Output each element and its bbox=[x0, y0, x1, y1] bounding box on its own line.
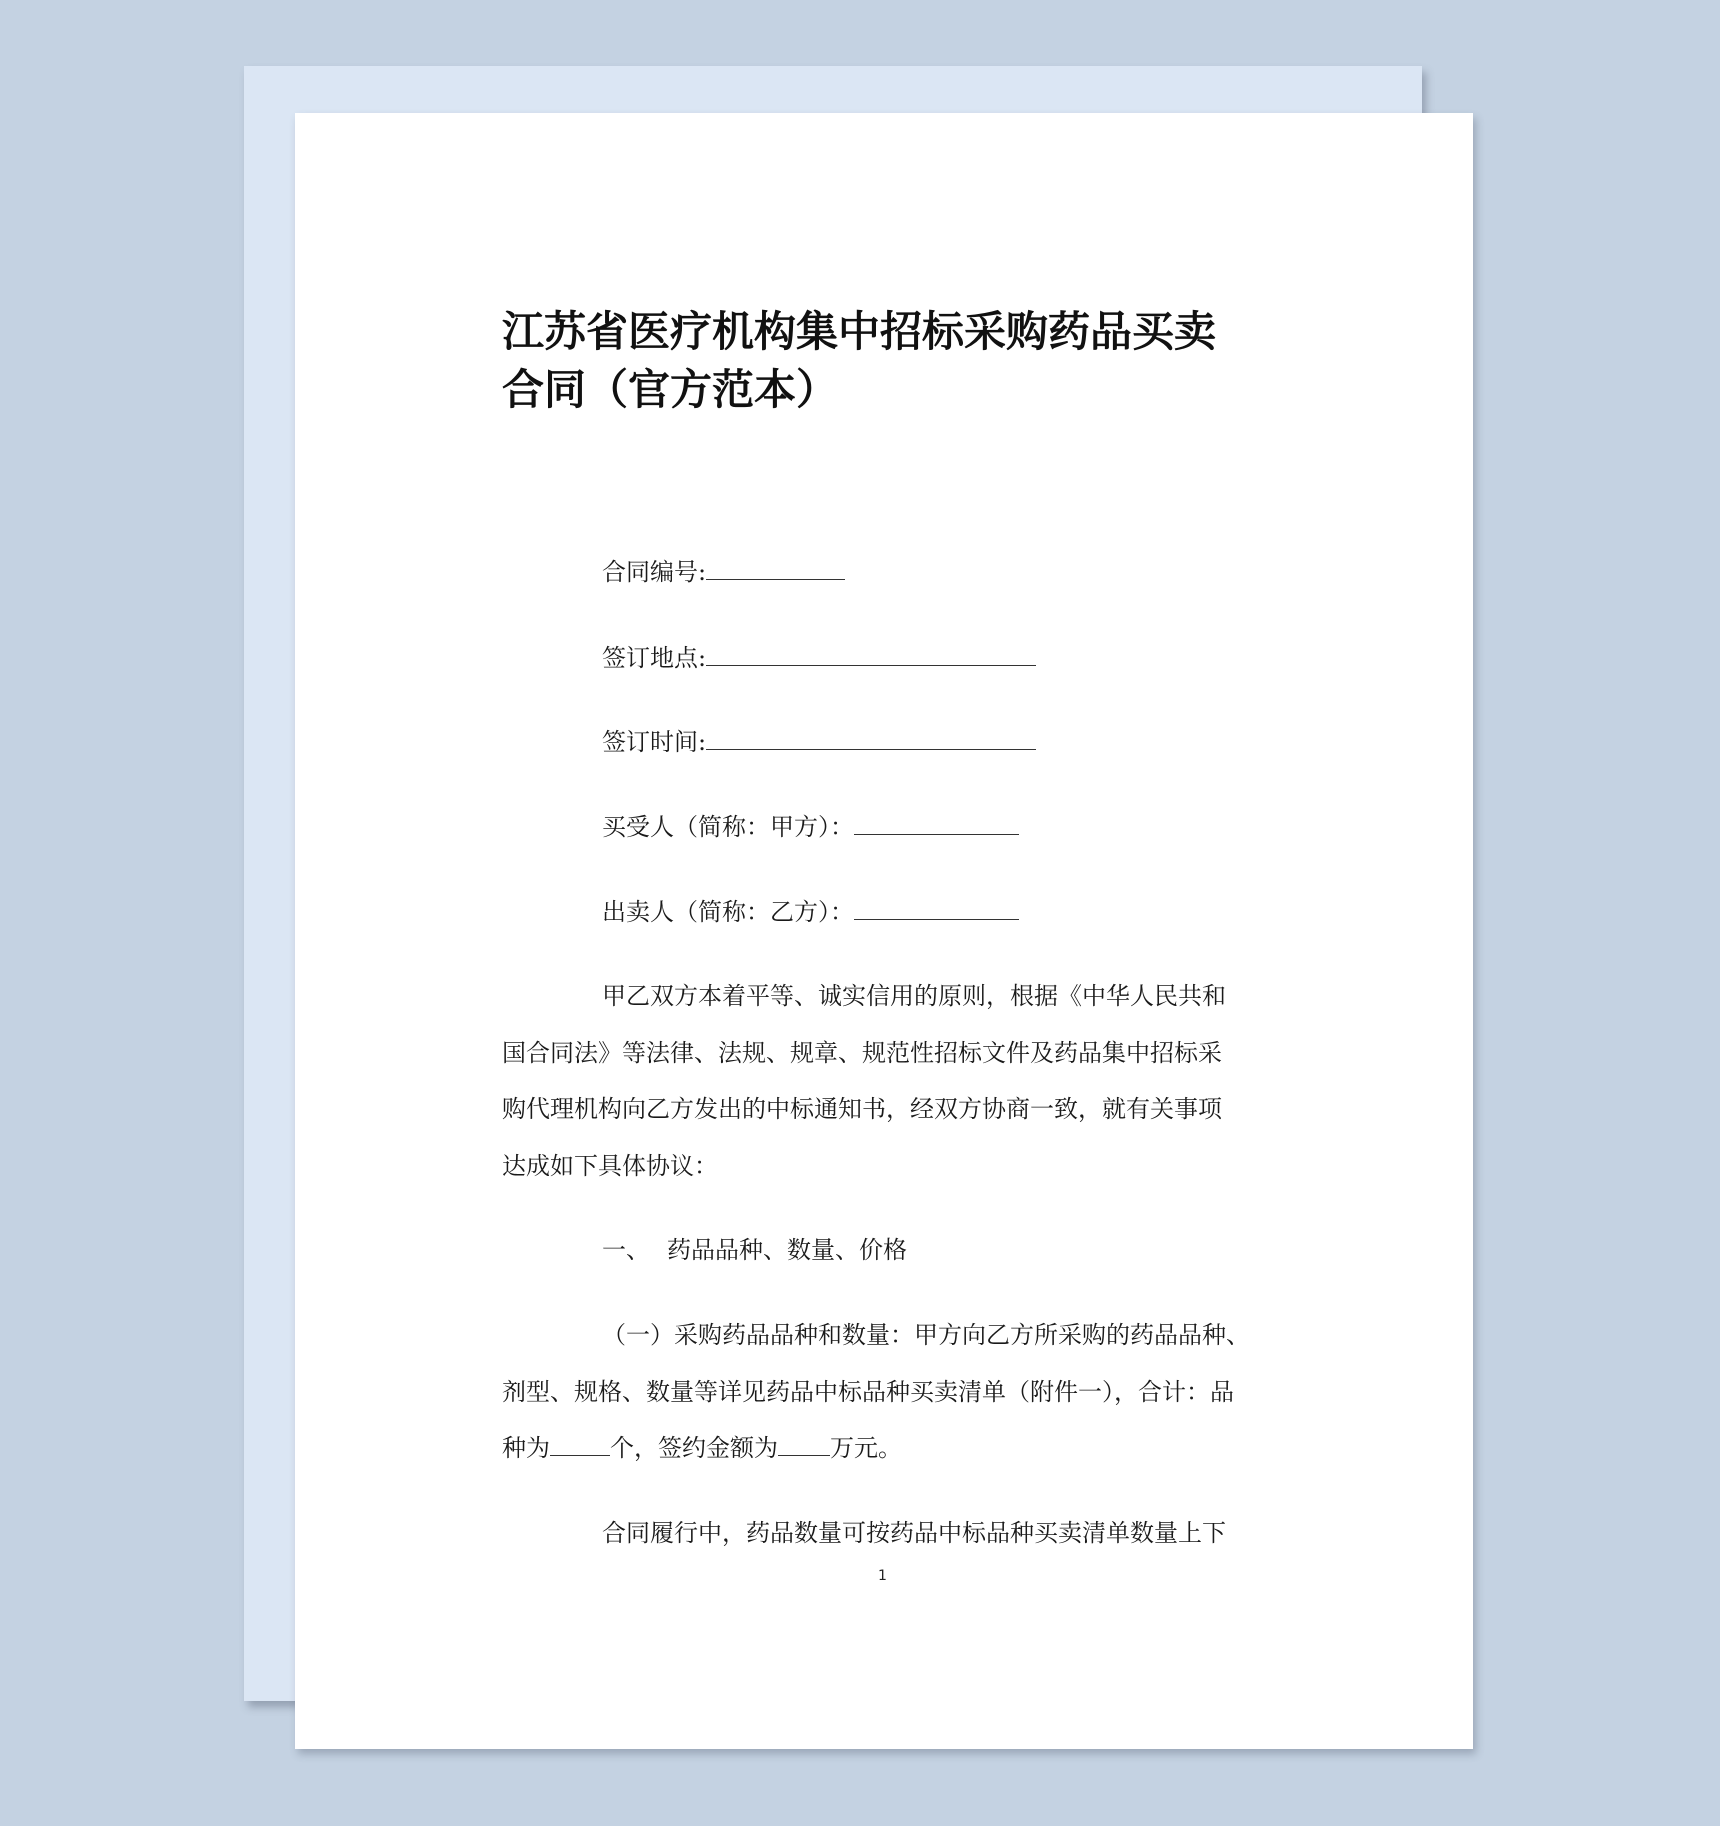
amount-unit: 万元。 bbox=[830, 1434, 902, 1462]
intro-line-2: 国合同法》等法律、法规、规章、规范性招标文件及药品集中招标采 bbox=[502, 1039, 1222, 1067]
seller-label: 出卖人（简称：乙方）： bbox=[602, 898, 854, 926]
section-1-heading bbox=[602, 1235, 907, 1265]
intro-line-4: 达成如下具体协议： bbox=[502, 1152, 718, 1180]
contract-amount-blank bbox=[778, 1433, 830, 1456]
variety-count-blank bbox=[550, 1433, 610, 1456]
variety-count-label: 种为 bbox=[502, 1434, 550, 1462]
intro-line-1: 甲乙双方本着平等、诚实信用的原则，根据《中华人民共和 bbox=[602, 982, 1226, 1010]
clause-1-line-2: 剂型、规格、数量等详见药品中标品种买卖清单（附件一），合计：品 bbox=[502, 1378, 1234, 1406]
buyer-blank bbox=[854, 812, 1019, 835]
signing-time-label: 签订时间: bbox=[602, 728, 707, 756]
intro-line-3: 购代理机构向乙方发出的中标通知书，经双方协商一致，就有关事项 bbox=[502, 1095, 1222, 1123]
seller-field bbox=[602, 897, 1019, 927]
signing-time-field bbox=[602, 727, 1036, 757]
signing-time-blank bbox=[706, 727, 1036, 750]
signing-place-label: 签订地点: bbox=[602, 644, 707, 672]
contract-number-field bbox=[602, 557, 845, 587]
signing-place-field bbox=[602, 643, 1036, 673]
document-title bbox=[502, 303, 1302, 419]
page-number: 1 bbox=[878, 1568, 887, 1584]
contract-amount-label: 个，签约金额为 bbox=[610, 1434, 778, 1462]
contract-number-blank bbox=[706, 557, 845, 580]
document-page bbox=[295, 113, 1473, 1749]
contract-number-label: 合同编号: bbox=[602, 558, 707, 586]
section-1-number: 一、 bbox=[602, 1236, 650, 1264]
clause-1-line-1: （一）采购药品品种和数量：甲方向乙方所采购的药品品种、 bbox=[602, 1321, 1250, 1349]
clause-2-line-1: 合同履行中，药品数量可按药品中标品种买卖清单数量上下 bbox=[602, 1519, 1226, 1547]
title-line-2: 合同（官方范本） bbox=[502, 365, 839, 414]
signing-place-blank bbox=[706, 643, 1036, 666]
section-1-title: 药品品种、数量、价格 bbox=[667, 1236, 907, 1264]
title-line-1: 江苏省医疗机构集中招标采购药品买卖 bbox=[502, 307, 1217, 356]
seller-blank bbox=[854, 897, 1019, 920]
buyer-label: 买受人（简称：甲方）： bbox=[602, 813, 854, 841]
clause-1-line-3 bbox=[502, 1433, 902, 1463]
buyer-field bbox=[602, 812, 1019, 842]
